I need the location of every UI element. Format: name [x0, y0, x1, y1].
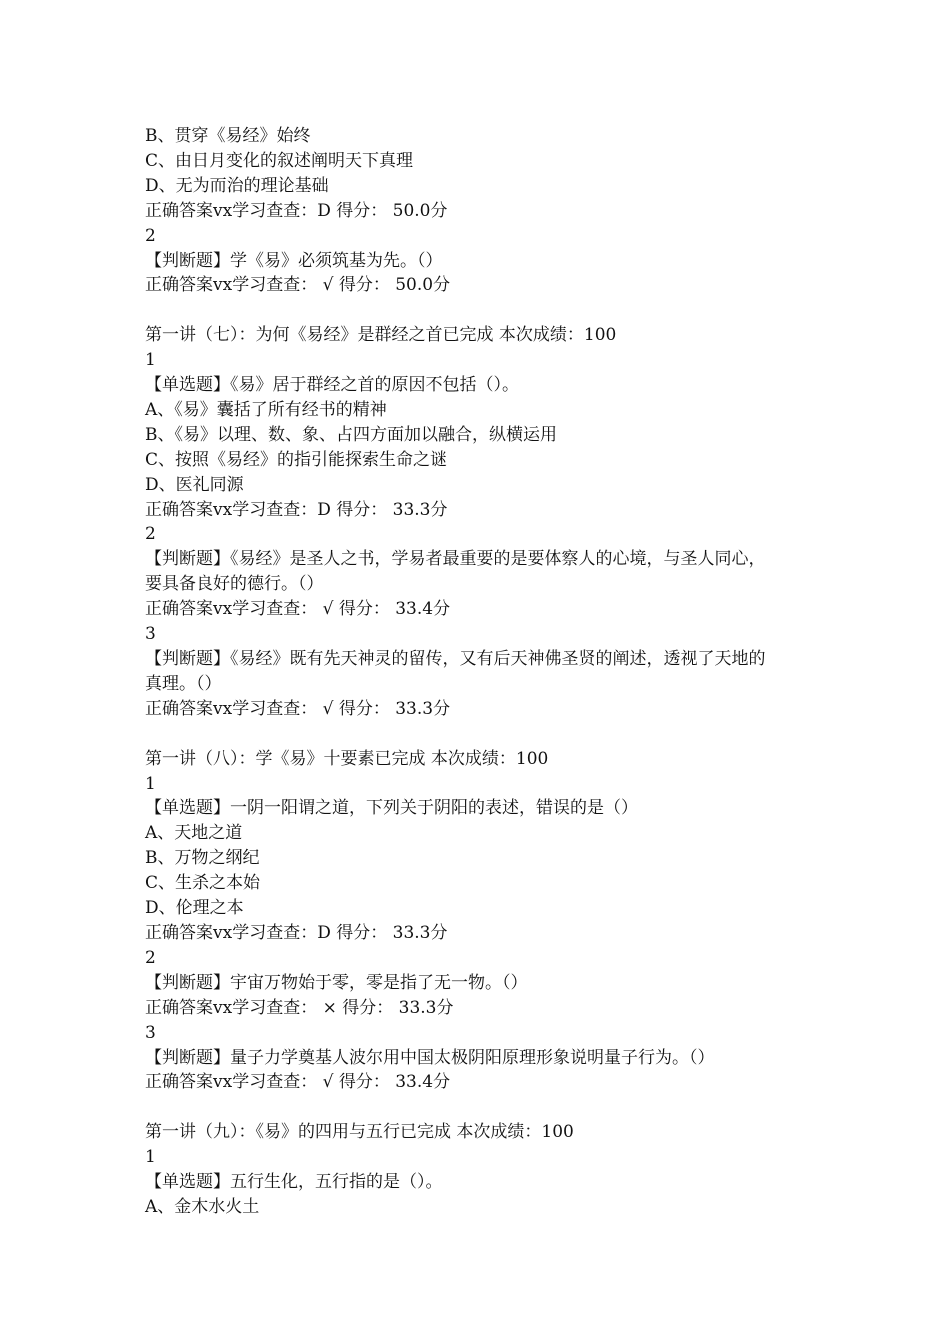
text-line: 【判断题】学《易》必须筑基为先。（） — [145, 250, 443, 271]
text-line: 第一讲（七）：为何《易经》是群经之首已完成 本次成绩：100 — [145, 325, 617, 346]
text-line: 2 — [145, 225, 156, 246]
text-line: 【单选题】一阴一阳谓之道，下列关于阴阳的表述，错误的是（） — [145, 798, 638, 819]
text-line: A、天地之道 — [145, 823, 243, 844]
text-line: C、按照《易经》的指引能探索生命之谜 — [145, 449, 448, 470]
text-line: 【单选题】《易》居于群经之首的原因不包括（）。 — [145, 375, 519, 396]
text-line: B、贯穿《易经》始终 — [145, 126, 311, 146]
text-line: 正确答案vx学习查查： √ 得分： 50.0分 — [145, 275, 451, 296]
text-line: B、万物之纲纪 — [145, 848, 260, 869]
text-line: B、《易》以理、数、象、占四方面加以融合，纵横运用 — [145, 424, 557, 445]
text-line: D、伦理之本 — [145, 898, 244, 919]
text-line: A、金木水火土 — [145, 1196, 260, 1217]
section-spacer — [145, 298, 825, 323]
text-line: 1 — [145, 773, 156, 794]
text-line: 真理。（） — [145, 673, 222, 694]
text-line: C、由日月变化的叙述阐明天下真理 — [145, 150, 414, 171]
quiz-section — [145, 323, 825, 722]
text-line: 第一讲（八）：学《易》十要素已完成 本次成绩：100 — [145, 748, 549, 769]
text-line: D、无为而治的理论基础 — [145, 175, 329, 196]
text-line: 3 — [145, 1022, 156, 1043]
quiz-section — [145, 1120, 825, 1220]
text-line: 正确答案vx学习查查：D 得分： 33.3分 — [145, 499, 448, 520]
text-line: 正确答案vx学习查查： √ 得分： 33.4分 — [145, 599, 451, 620]
text-line: 1 — [145, 350, 156, 371]
text-line: 正确答案vx学习查查： √ 得分： 33.4分 — [145, 1072, 451, 1093]
section-spacer — [145, 1095, 825, 1120]
text-line: 正确答案vx学习查查：D 得分： 50.0分 — [145, 200, 448, 221]
text-line: 2 — [145, 947, 156, 968]
text-line: 第一讲（九）：《易》的四用与五行已完成 本次成绩：100 — [145, 1122, 574, 1143]
text-line: 【判断题】《易经》是圣人之书，学易者最重要的是要体察人的心境，与圣人同心， — [145, 549, 766, 570]
text-line: C、生杀之本始 — [145, 873, 261, 894]
text-line: 正确答案vx学习查查： √ 得分： 33.3分 — [145, 698, 451, 719]
text-line: 【单选题】五行生化，五行指的是（）。 — [145, 1172, 443, 1193]
text-line: D、医礼同源 — [145, 474, 244, 495]
text-line: 【判断题】量子力学奠基人波尔用中国太极阴阳原理形象说明量子行为。（） — [145, 1047, 715, 1068]
quiz-section — [145, 747, 825, 1096]
text-line: 正确答案vx学习查查：D 得分： 33.3分 — [145, 922, 448, 943]
text-line: 【判断题】《易经》既有先天神灵的留传，又有后天神佛圣贤的阐述，透视了天地的 — [145, 649, 766, 670]
section-spacer — [145, 722, 825, 747]
text-line: 正确答案vx学习查查： × 得分： 33.3分 — [145, 997, 454, 1018]
text-line: 1 — [145, 1147, 156, 1168]
text-line: 要具备良好的德行。（） — [145, 574, 324, 595]
text-line: 3 — [145, 624, 156, 645]
text-line: A、《易》囊括了所有经书的精神 — [145, 399, 387, 420]
quiz-section — [145, 124, 825, 298]
text-line: 2 — [145, 524, 156, 545]
text-line: 【判断题】宇宙万物始于零，零是指了无一物。（） — [145, 972, 528, 993]
document-body — [145, 124, 825, 1220]
